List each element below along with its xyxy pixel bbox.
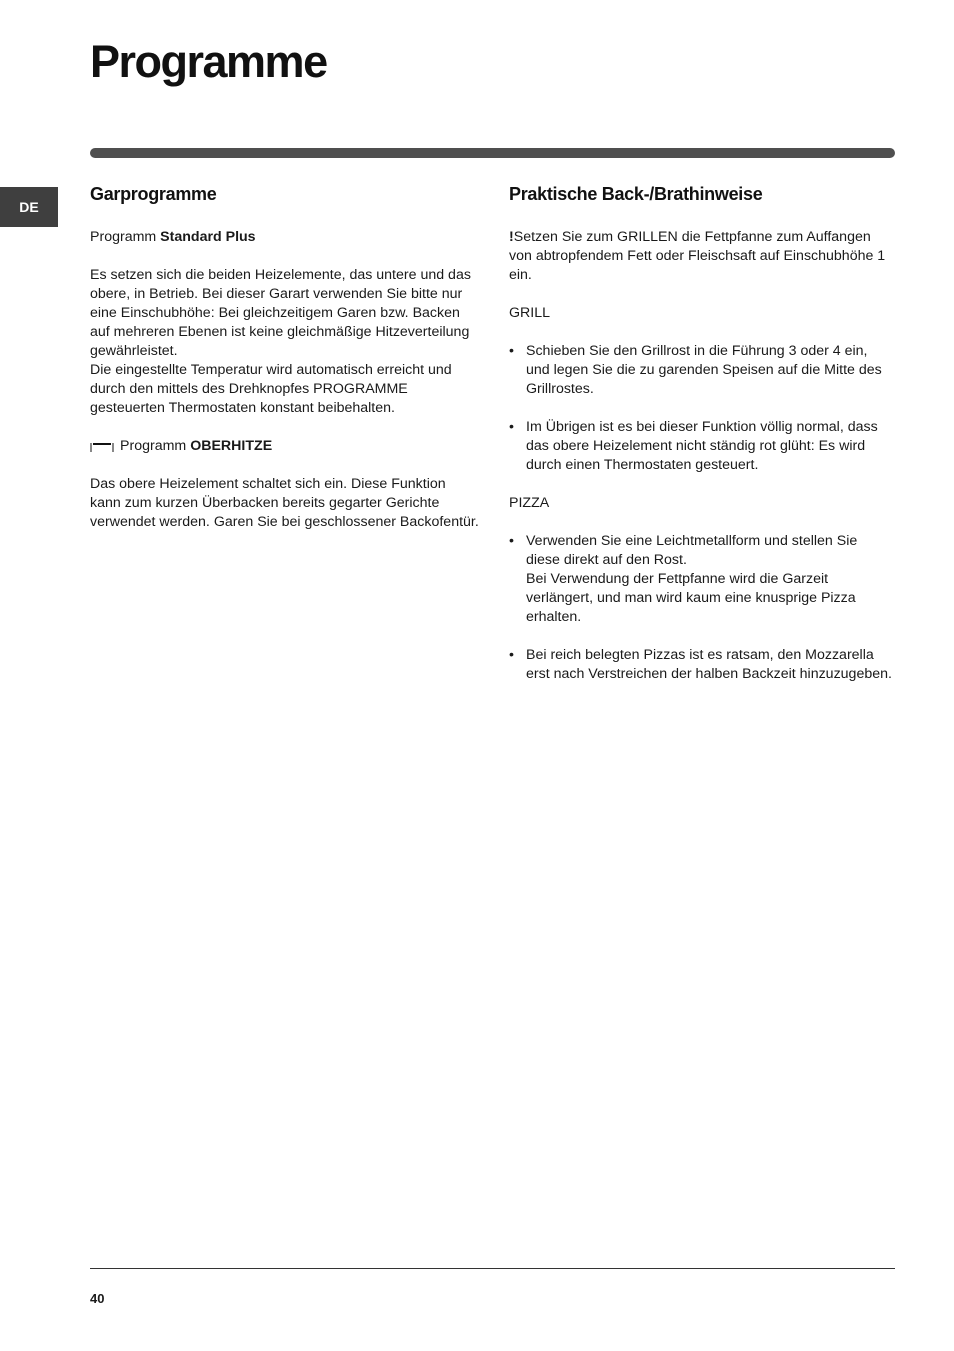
program-oberhitze-title [90, 437, 480, 456]
list-item-text: Schieben Sie den Grillrost in die Führung 3 oder 4 ein, und legen Sie die zu garenden Speisen auf die Mitte des Grillrostes. [526, 343, 882, 397]
pizza-label: PIZZA [509, 495, 550, 511]
program-prefix: Programm [120, 438, 187, 454]
program-standard-plus-title [90, 228, 480, 247]
bullet-icon: • [509, 343, 514, 359]
list-item [509, 532, 894, 627]
bullet-icon: • [509, 419, 514, 435]
list-item-text: Verwenden Sie eine Leichtmetallform und stellen Sie diese direkt auf den Rost. [526, 533, 858, 568]
tips-heading: Praktische Back-/Brathinweise [509, 184, 763, 204]
list-item-text: Bei reich belegten Pizzas ist es ratsam, den Mozzarella erst nach Verstreichen der halben Backzeit hinzuzugeben. [526, 647, 892, 682]
warning-icon: ! [509, 229, 514, 245]
program-oberhitze-description: Das obere Heizelement schaltet sich ein. Diese Funktion kann zum kurzen Überbacken bereits gegarter Gerichte verwendet werden. Garen Sie bei geschlossener Backofentür. [90, 476, 479, 530]
left-column [90, 182, 480, 532]
program-name: OBERHITZE [190, 438, 273, 454]
footer-divider [90, 1268, 895, 1269]
grill-warning [509, 228, 894, 285]
program-name: Standard Plus [160, 229, 256, 245]
page-number: 40 [90, 1291, 105, 1306]
language-tab: DE [0, 187, 58, 227]
program-standard-plus-description-2: Die eingestellte Temperatur wird automatisch erreicht und durch den mittels des Drehknopfes PROGRAMME gesteuerten Thermostaten konstant beibehalten. [90, 362, 452, 416]
page-title: Programme [90, 36, 327, 87]
bullet-icon: • [509, 533, 514, 549]
list-item [509, 646, 894, 684]
garprogramme-heading: Garprogramme [90, 184, 217, 204]
warning-text: Setzen Sie zum GRILLEN die Fettpfanne zum Auffangen von abtropfendem Fett oder Fleischsaft auf Einschubhöhe 1 ein. [509, 229, 886, 283]
program-standard-plus-description: Es setzen sich die beiden Heizelemente, das untere und das obere, in Betrieb. Bei dieser Garart verwenden Sie bitte nur eine Einschubhöhe: Bei gleichzeitigem Garen bzw. Backen auf mehreren Ebenen ist keine gleichmäßige Hitzeverteilung gewährleistet. [90, 267, 471, 359]
top-heating-element-icon [90, 439, 114, 449]
list-item [509, 342, 894, 399]
list-item-text-continued: Bei Verwendung der Fettpfanne wird die Garzeit verlängert, und man wird kaum eine knusprige Pizza erhalten. [526, 571, 856, 625]
bullet-icon: • [509, 647, 514, 663]
list-item-text: Im Übrigen ist es bei dieser Funktion völlig normal, dass das obere Heizelement nicht ständig rot glüht: Es wird durch einen Thermostaten gesteuert. [526, 419, 878, 473]
grill-label: GRILL [509, 305, 551, 321]
list-item [509, 418, 894, 475]
title-divider-bar [90, 148, 895, 158]
program-prefix: Programm [90, 229, 161, 245]
right-column [509, 182, 894, 684]
